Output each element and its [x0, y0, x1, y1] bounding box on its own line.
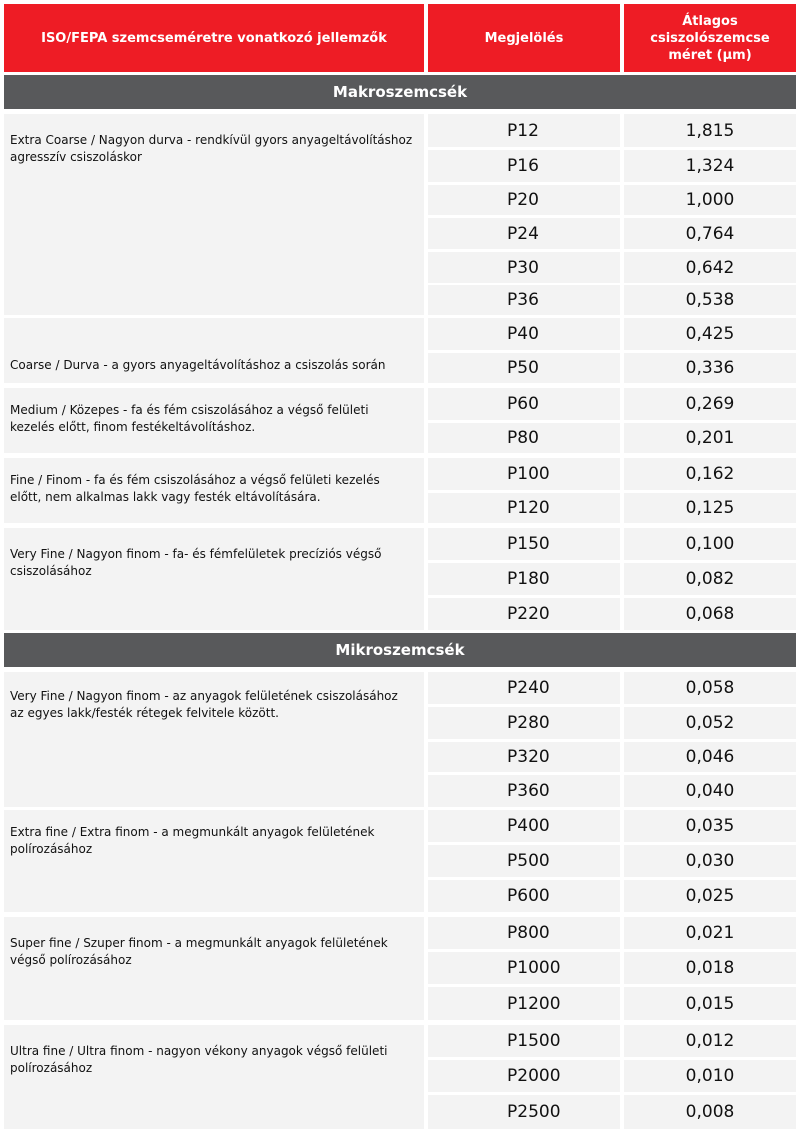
grain-size: 0,010 [624, 1060, 796, 1092]
grain-size: 0,100 [624, 528, 796, 560]
section-header: Mikroszemcsék [4, 633, 796, 667]
grain-size: 0,012 [624, 1025, 796, 1057]
grit-code: P36 [428, 285, 620, 315]
grain-size: 0,015 [624, 987, 796, 1020]
header-avg-grain-size [624, 4, 796, 72]
grit-code: P80 [428, 423, 620, 453]
grain-size: 0,018 [624, 952, 796, 984]
grit-code: P1500 [428, 1025, 620, 1057]
grit-description: Medium / Közepes - fa és fém csiszolásához a végső felületi kezelés előtt, finom festékeltávolításhoz. [4, 388, 424, 453]
grain-size: 0,008 [624, 1095, 796, 1129]
grit-code: P1200 [428, 987, 620, 1020]
grit-code: P150 [428, 528, 620, 560]
header-characteristics: ISO/FEPA szemcseméretre vonatkozó jellemzők [4, 4, 424, 72]
header-avg-line-1: Átlagos [682, 13, 738, 29]
grain-size: 0,046 [624, 742, 796, 772]
grit-code: P800 [428, 917, 620, 949]
grit-code: P120 [428, 493, 620, 523]
grit-description: Super fine / Szuper finom - a megmunkált anyagok felületének végső polírozásához [4, 917, 424, 1020]
grit-code: P16 [428, 150, 620, 182]
grit-description: Very Fine / Nagyon finom - az anyagok felületének csiszolásához az egyes lakk/festék rétegek felvitele között. [4, 672, 424, 807]
header-avg-line-2: csiszolószemcse [650, 30, 770, 46]
grit-code: P1000 [428, 952, 620, 984]
grain-size: 0,162 [624, 458, 796, 490]
grit-code: P60 [428, 388, 620, 420]
grit-code: P12 [428, 114, 620, 147]
grain-size: 0,125 [624, 493, 796, 523]
grit-code: P320 [428, 742, 620, 772]
grain-size: 0,052 [624, 707, 796, 739]
grit-description: Fine / Finom - fa és fém csiszolásához a végső felületi kezelés előtt, nem alkalmas lakk vagy festék eltávolítására. [4, 458, 424, 523]
grit-code: P400 [428, 810, 620, 842]
grit-code: P24 [428, 218, 620, 249]
grit-code: P600 [428, 880, 620, 912]
grain-size: 0,642 [624, 252, 796, 283]
grit-code: P240 [428, 672, 620, 704]
grit-code: P220 [428, 598, 620, 630]
grit-code: P20 [428, 185, 620, 215]
grain-size: 0,764 [624, 218, 796, 249]
grit-description: Very Fine / Nagyon finom - fa- és fémfelületek precíziós végső csiszolásához [4, 528, 424, 630]
header-avg-line-3: méret (µm) [668, 47, 752, 63]
grit-code: P30 [428, 252, 620, 283]
grain-size: 0,021 [624, 917, 796, 949]
grit-code: P2000 [428, 1060, 620, 1092]
grain-size: 0,040 [624, 775, 796, 807]
grain-size: 0,538 [624, 285, 796, 315]
grit-description: Ultra fine / Ultra finom - nagyon vékony anyagok végső felületi polírozásához [4, 1025, 424, 1129]
grain-size: 0,336 [624, 353, 796, 383]
grain-size: 0,269 [624, 388, 796, 420]
grit-code: P280 [428, 707, 620, 739]
grit-code: P2500 [428, 1095, 620, 1129]
header-designation: Megjelölés [428, 4, 620, 72]
grit-description: Extra Coarse / Nagyon durva - rendkívül gyors anyageltávolításhoz agresszív csiszoláskor [4, 114, 424, 315]
grain-size: 0,030 [624, 845, 796, 877]
grain-size: 0,025 [624, 880, 796, 912]
grain-size: 0,058 [624, 672, 796, 704]
grain-size: 0,035 [624, 810, 796, 842]
grit-description: Coarse / Durva - a gyors anyageltávolításhoz a csiszolás során [4, 318, 424, 383]
grain-size: 1,000 [624, 185, 796, 215]
grain-size: 1,324 [624, 150, 796, 182]
grit-code: P50 [428, 353, 620, 383]
grit-description: Extra fine / Extra finom - a megmunkált anyagok felületének polírozásához [4, 810, 424, 912]
grit-code: P40 [428, 318, 620, 350]
grain-size: 0,068 [624, 598, 796, 630]
grain-size: 0,082 [624, 563, 796, 595]
grit-code: P100 [428, 458, 620, 490]
grain-size: 1,815 [624, 114, 796, 147]
grit-code: P180 [428, 563, 620, 595]
section-header: Makroszemcsék [4, 75, 796, 109]
grit-code: P500 [428, 845, 620, 877]
grain-size: 0,425 [624, 318, 796, 350]
grit-code: P360 [428, 775, 620, 807]
grain-size: 0,201 [624, 423, 796, 453]
